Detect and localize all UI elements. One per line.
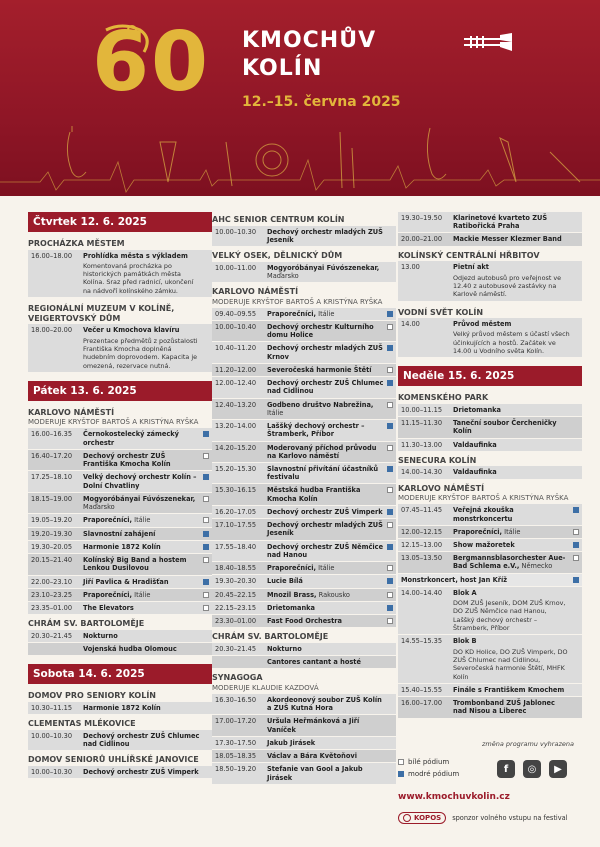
venue-heading: PROCHÁZKA MĚSTEM [28, 239, 125, 248]
program-row [28, 702, 212, 715]
venue-heading: DOMOV PRO SENIORY KOLÍN [28, 691, 156, 701]
program-row [28, 514, 212, 527]
white-stage-marker [203, 592, 209, 598]
program-time: 14.55–15.35 [401, 637, 443, 646]
blue-stage-marker [203, 579, 209, 585]
day-heading-sunday: Neděle 15. 6. 2025 [398, 366, 582, 386]
program-row [28, 541, 212, 554]
program-title: Praporečníci, [267, 564, 317, 573]
day-heading-thursday: Čtvrtek 12. 6. 2025 [28, 212, 212, 232]
program-row [212, 262, 396, 283]
program-row [28, 493, 212, 514]
program-time: 18.40–18.55 [215, 564, 257, 573]
program-title: Praporečníci, [267, 309, 317, 318]
program-title: Taneční soubor Čercheničky Kolín [453, 419, 557, 436]
program-title: Trombonband ZUŠ Jablonec nad Nisou a Liberec [453, 699, 555, 716]
program-title: Slavnostní přivítání účastníků festivalu [267, 465, 379, 482]
program-title: Praporečníci, [83, 516, 133, 525]
program-row [212, 541, 396, 562]
blue-stage-marker [387, 578, 393, 584]
venue-heading: CHRÁM SV. BARTOLOMĚJE [212, 632, 329, 642]
program-row [28, 250, 212, 299]
program-country: Itálie [132, 516, 151, 525]
program-title: Dechový orchestr mladých ZUŠ Jeseník [267, 521, 383, 538]
trumpets-logo-icon [464, 33, 512, 51]
program-row [398, 212, 582, 233]
program-title: Večer u Kmochova klavíru [83, 326, 180, 335]
program-title: Jiří Pavlica & Hradišťan [83, 577, 169, 586]
program-time: 19.30–19.50 [401, 214, 443, 222]
legend-blue-label: modré pódium [408, 770, 460, 778]
program-title: Dechový orchestr mladých ZUŠ Jeseník [267, 227, 383, 244]
program-title: Stefanie van Gool a Jakub Jirásek [267, 765, 363, 782]
program-row [28, 324, 212, 373]
program-time: 23.10–23.25 [31, 590, 73, 599]
program-time: 20.30–21.45 [31, 631, 73, 640]
program-time: 14.00–14.30 [401, 468, 443, 477]
program-title: Valdaufinka [453, 468, 497, 477]
program-title: Mackie Messer Klezmer Band [453, 235, 562, 244]
program-title: Mnozil Brass, [267, 590, 317, 599]
program-row [398, 684, 582, 697]
program-title: Klarinetové kvarteto ZUŠ Ratibořická Praha [453, 214, 548, 231]
blue-stage-marker [387, 544, 393, 550]
program-title: Monstrkoncert, host Jan Kříž [401, 575, 508, 584]
program-title: Dechový orchestr Kulturního domu Holice [267, 322, 374, 340]
program-time: 10.00–10.40 [215, 322, 257, 331]
program-row [212, 226, 396, 247]
column-saturday-sunday [398, 212, 582, 719]
venue-heading: KARLOVO NÁMĚSTÍ [28, 407, 115, 417]
program-title: Valdaufinka [453, 440, 497, 449]
white-stage-marker [387, 522, 393, 528]
program-title: Uršula Heřmánková a Jiří Vaníček [267, 717, 360, 734]
program-description: Odjezd autobusů pro veřejnost ve 12.40 z autobusové zastávky na Karlově náměstí. [453, 273, 562, 299]
program-row [28, 766, 212, 779]
friday-program-list [28, 428, 212, 615]
legend-white-label: bílé pódium [408, 758, 450, 766]
program-title: Mogyoróbányai Fúvószenekar, [83, 494, 196, 503]
program-row [28, 428, 212, 449]
day-heading-saturday: Sobota 14. 6. 2025 [28, 664, 212, 684]
program-time: 19.30–20.05 [31, 542, 73, 551]
program-title: Václav a Bára Květoňovi [267, 752, 357, 761]
program-row [212, 694, 396, 715]
white-stage-swatch [398, 759, 404, 765]
moderator-line: MODERUJE KLAUDIE KAZDOVÁ [212, 683, 319, 692]
program-description: Prezentace předmětů z pozůstalosti Františka Kmocha doplněná hudebním doprovodem. Kapacita je omezená, rezervace nutná. [83, 336, 198, 370]
blue-stage-marker [387, 509, 393, 515]
moderator-line: MODERUJE KRYŠTOF BARTOŠ A KRISTÝNA RYŠKA [212, 297, 383, 306]
program-row [212, 442, 396, 463]
venue-heading: AHC SENIOR CENTRUM KOLÍN [212, 215, 345, 224]
sponsor-text: sponzor volného vstupu na festival [452, 814, 568, 822]
program-title: Vojenská hudba Olomouc [83, 645, 177, 654]
program-country: Maďarsko [267, 271, 299, 280]
sunday-program-list [398, 504, 582, 573]
festival-dates: 12.–15. června 2025 [242, 94, 401, 110]
program-row [212, 519, 396, 540]
header-banner [0, 0, 600, 196]
program-row [212, 364, 396, 377]
program-row [28, 450, 212, 471]
program-row [212, 750, 396, 763]
program-row [398, 417, 582, 438]
blue-stage-marker [387, 605, 393, 611]
anniversary-number: 60 [92, 15, 211, 110]
program-title: Blok B [453, 637, 477, 646]
program-time: 09.40–09.55 [215, 309, 257, 318]
kopos-logo: KOPOS [398, 812, 446, 824]
program-row [398, 587, 582, 636]
program-row [398, 539, 582, 552]
program-time: 13.20–14.00 [215, 422, 257, 431]
white-stage-marker [387, 367, 393, 373]
program-time: 15.20–15.30 [215, 465, 257, 473]
program-row [212, 420, 396, 441]
festival-title-line2: KOLÍN [242, 56, 323, 81]
moderator-line: MODERUJE KRYŠTOF BARTOŠ A KRISTÝNA RYŠKA [398, 494, 569, 503]
program-time [28, 643, 80, 655]
white-stage-marker [203, 605, 209, 611]
program-time: 23.35–01.00 [31, 603, 73, 612]
program-title: Drietomanka [453, 405, 501, 414]
program-time: 10.00–11.00 [215, 263, 257, 272]
white-stage-marker [387, 445, 393, 451]
moderator-line: MODERUJE KRYŠTOF BARTOŠ A KRISTÝNA RYŠKA [28, 418, 199, 427]
blue-stage-swatch [398, 771, 404, 777]
program-time: 10.40–11.20 [215, 344, 257, 353]
program-title: Průvod městem [453, 320, 512, 329]
venue-heading: CHRÁM SV. BARTOLOMĚJE [28, 619, 145, 629]
program-row [212, 463, 396, 484]
program-title: Kolínský Big Band a hostem Lenkou Dusilovou [83, 556, 187, 573]
program-time: 10.00–11.15 [401, 405, 443, 414]
program-title: Veřejná zkouška monstrkoncertu [453, 506, 514, 523]
white-stage-marker [387, 402, 393, 408]
program-row [398, 233, 582, 246]
program-title: Harmonie 1872 Kolín [83, 542, 161, 551]
white-stage-marker [387, 565, 393, 571]
program-title: Dechový orchestr ZUŠ Chlumec nad Cidlinou [267, 379, 384, 396]
program-title: Praporečníci, [453, 527, 503, 536]
program-row [28, 630, 212, 643]
program-country: Itálie [502, 527, 521, 536]
program-time: 17.00–17.20 [215, 717, 257, 726]
program-title: The Elevators [83, 603, 134, 612]
program-row [398, 466, 582, 479]
program-time [212, 656, 264, 668]
program-title: Moderovaný příchod průvodu na Karlovo náměstí [267, 443, 377, 460]
social-icons [497, 760, 567, 778]
program-title: Praporečníci, [83, 590, 133, 599]
program-row [398, 261, 582, 301]
program-title: Bergmannsblasorchester Aue-Bad Schlema e.V., [453, 554, 566, 571]
program-time: 14.20–15.20 [215, 443, 257, 452]
program-time: 23.30–01.00 [215, 617, 257, 626]
program-title: Finále s Františkem Kmochem [453, 686, 565, 695]
program-row [398, 574, 582, 587]
program-row [212, 643, 396, 656]
program-row [398, 526, 582, 539]
program-title: Dechový orchestr ZUŠ Němčice nad Hanou [267, 542, 384, 559]
program-row [212, 575, 396, 588]
program-row [398, 552, 582, 573]
program-row [212, 602, 396, 615]
program-time: 18.15–19.00 [31, 494, 73, 503]
program-time: 20.30–21.45 [215, 644, 257, 653]
program-title: Severočeská harmonie Štětí [267, 365, 372, 374]
venue-heading: SENECURA KOLÍN [398, 455, 477, 465]
stage-legend [398, 758, 459, 782]
blue-stage-marker [573, 577, 579, 583]
program-row [212, 342, 396, 363]
saturday-program-list [212, 308, 396, 629]
program-row [212, 321, 396, 342]
blue-stage-marker [573, 507, 579, 513]
program-row [398, 318, 582, 358]
program-row [212, 562, 396, 575]
program-description: Komentovaná procházka po historických památkách města Kolína. Sraz před radnicí, ukončení na nádvoří kolínského zámku. [83, 261, 194, 295]
program-time: 11.20–12.00 [215, 365, 257, 374]
program-country: Itálie [132, 590, 151, 599]
program-title: Pietní akt [453, 263, 489, 272]
blue-stage-marker [573, 542, 579, 548]
white-stage-marker [387, 618, 393, 624]
program-time: 16.00–17.00 [401, 699, 443, 708]
program-time: 14.00 [401, 320, 420, 329]
program-title: Dechový orchestr ZUŠ Chlumec nad Cidlinou [83, 731, 200, 748]
program-time: 12.00–12.40 [215, 379, 257, 388]
program-time: 11.30–13.00 [401, 440, 443, 449]
program-time: 15.40–15.55 [401, 686, 443, 695]
program-time: 15.30–16.15 [215, 486, 257, 495]
program-title: Blok A [453, 588, 477, 597]
program-time: 12.00–12.15 [401, 527, 443, 536]
program-description: Velký průvod městem s účastí všech účinkujících a hostů. Začátek ve 14.00 u Vodního světa Kolín. [453, 330, 570, 355]
program-row [398, 697, 582, 718]
facebook-icon[interactable]: f [497, 760, 515, 778]
venue-heading: CLEMENTAS MLÉKOVICE [28, 719, 136, 729]
program-country: Maďarsko [83, 503, 115, 512]
program-row [398, 504, 582, 525]
venue-heading: VELKÝ OSEK, DĚLNICKÝ DŮM [212, 251, 343, 261]
program-title: Harmonie 1872 Kolín [83, 703, 161, 712]
program-time: 13.05–13.50 [401, 554, 443, 563]
venue-heading: KOMENSKÉHO PARK [398, 393, 489, 403]
day-heading-friday: Pátek 13. 6. 2025 [28, 381, 212, 401]
program-title: Dechový orchestr ZUŠ Vimperk [267, 507, 383, 516]
program-time: 17.30–17.50 [215, 738, 257, 747]
program-row [398, 439, 582, 452]
blue-stage-marker [387, 311, 393, 317]
program-time: 10.30–11.15 [31, 703, 73, 712]
program-row [28, 643, 212, 656]
program-title: Cantores cantant a hosté [267, 658, 361, 667]
blue-stage-marker [387, 466, 393, 472]
program-title: Prohlídka města s výkladem [83, 251, 188, 260]
program-title: Drietomanka [267, 603, 315, 612]
program-time: 18.50–19.20 [215, 765, 257, 774]
program-row [212, 399, 396, 420]
program-time: 10.00–10.30 [215, 227, 257, 236]
program-row [212, 763, 396, 784]
white-stage-marker [203, 496, 209, 502]
blue-stage-marker [203, 431, 209, 437]
venue-heading: DOMOV SENIORŮ UHLÍŘSKÉ JANOVICE [28, 755, 199, 765]
program-time: 11.15–11.30 [401, 419, 443, 428]
program-row [28, 602, 212, 615]
festival-title-line1: KMOCHŮV [242, 28, 377, 53]
program-time: 07.45–11.45 [401, 506, 443, 515]
program-title: Slavnostní zahájení [83, 529, 156, 538]
program-row [28, 589, 212, 602]
website-link[interactable]: www.kmochuvkolin.cz [398, 792, 510, 802]
program-title: Dechový orchestr ZUŠ Františka Kmocha Kolín [83, 451, 171, 469]
white-stage-marker [203, 557, 209, 563]
blue-stage-marker [203, 474, 209, 480]
program-time: 16.20–17.05 [215, 507, 257, 516]
program-time: 20.45–22.15 [215, 590, 257, 599]
park-program-list [398, 404, 582, 452]
program-time: 22.00–23.10 [31, 577, 73, 586]
white-stage-marker [203, 453, 209, 459]
program-title: Laššký dechový orchestr – Štramberk, Příbor [267, 422, 365, 439]
program-time: 22.15–23.15 [215, 603, 257, 612]
program-country: Rakousko [316, 590, 350, 599]
white-stage-marker [387, 487, 393, 493]
program-time: 17.55–18.40 [215, 542, 257, 551]
program-time: 17.10–17.55 [215, 521, 257, 530]
program-row [212, 377, 396, 398]
program-title: Nokturno [83, 631, 118, 640]
blue-stage-marker [387, 380, 393, 386]
program-description: DO KD Holice, DO ZUŠ Vimperk, DO ZUŠ Chlumec nad Cidlinou, Severočeská harmonie Štětí, MHFK Kolín [453, 647, 568, 681]
program-country: Itálie [316, 564, 335, 573]
white-stage-marker [387, 592, 393, 598]
white-stage-marker [573, 529, 579, 535]
program-row [212, 715, 396, 736]
program-country: Itálie [267, 408, 284, 417]
column-saturday [212, 212, 396, 785]
program-row [212, 656, 396, 669]
program-time: 20.00–21.00 [401, 235, 443, 244]
venue-heading: SYNAGOGA [212, 673, 263, 683]
program-time: 16.00–18.00 [31, 251, 73, 260]
blue-stage-marker [203, 531, 209, 537]
program-title: Dechový orchestr ZUŠ Vimperk [83, 767, 199, 776]
program-title: Fast Food Orchestra [267, 617, 342, 626]
program-title: Černokostelecký zámecký orchestr [83, 430, 179, 447]
program-description: DOM ZUŠ Jeseník, DOM ZUŠ Krnov, DO ZUŠ Němčice nad Hanou, Laššký dechový orchestr – Štramberk, Příbor [453, 599, 566, 633]
program-row [398, 635, 582, 684]
program-time: 18.00–20.00 [31, 326, 73, 335]
blue-stage-marker [387, 345, 393, 351]
column-thursday-friday-saturday [28, 212, 212, 779]
youtube-icon[interactable]: ▶ [549, 760, 567, 778]
program-title: Mogyoróbányai Fúvószenekar, [267, 263, 380, 272]
program-time: 12.40–13.20 [215, 400, 257, 409]
program-time: 10.00–10.30 [31, 767, 73, 776]
program-country: Německo [519, 562, 553, 571]
white-stage-marker [573, 555, 579, 561]
program-time: 16.30–16.50 [215, 695, 257, 704]
program-row [212, 615, 396, 628]
instagram-icon[interactable]: ◎ [523, 760, 541, 778]
program-time: 16.40–17.20 [31, 451, 73, 460]
venue-heading: VODNÍ SVĚT KOLÍN [398, 307, 484, 317]
program-title: Nokturno [267, 644, 302, 653]
program-time: 19.05–19.20 [31, 516, 73, 525]
program-title: Lucie Bílá [267, 577, 303, 586]
blue-stage-marker [203, 544, 209, 550]
program-row [398, 404, 582, 417]
program-title: Velký dechový orchestr Kolín – Dolní Chvatliny [83, 473, 197, 490]
program-row [212, 308, 396, 321]
program-title: Godbeno društvo Nabrežina, [267, 400, 374, 409]
program-row [212, 506, 396, 519]
instruments-decoration [0, 112, 600, 196]
program-time: 16.00–16.35 [31, 430, 73, 439]
program-time: 14.00–14.40 [401, 588, 443, 597]
synagogue-program-list [212, 694, 396, 785]
venue-heading: REGIONÁLNÍ MUZEUM V KOLÍNĚ, VEIGERTOVSKÝ DŮM [28, 304, 175, 323]
program-row [28, 528, 212, 541]
white-stage-marker [203, 517, 209, 523]
program-time: 19.20–19.30 [31, 529, 73, 538]
venue-heading: KARLOVO NÁMĚSTÍ [398, 483, 485, 493]
program-time: 12.15–13.00 [401, 540, 443, 549]
program-title: Akordeonový soubor ZUŠ Kolín a ZUŠ Kutná Hora [267, 695, 382, 713]
program-time: 19.30–20.30 [215, 577, 257, 586]
program-country: Itálie [316, 309, 335, 318]
program-time: 13.00 [401, 263, 420, 272]
program-row [28, 730, 212, 751]
program-row [28, 554, 212, 575]
program-title: Dechový orchestr mladých ZUŠ Krnov [267, 344, 383, 361]
final-program-list [398, 684, 582, 719]
program-time: 17.25–18.10 [31, 473, 73, 482]
program-change-note: změna programu vyhrazena [482, 740, 574, 748]
venue-heading: KARLOVO NÁMĚSTÍ [212, 287, 299, 297]
white-stage-marker [387, 324, 393, 330]
synagogue-continued-list [398, 212, 582, 247]
venue-heading: KOLÍNSKÝ CENTRÁLNÍ HŘBITOV [398, 250, 540, 260]
sponsor-line [398, 812, 568, 824]
program-time: 18.05–18.35 [215, 752, 257, 761]
program-row [212, 484, 396, 505]
program-title: Městská hudba Františka Kmocha Kolín [267, 486, 361, 503]
program-title: Jakub Jirásek [267, 738, 316, 747]
program-row [28, 576, 212, 589]
program-title: Show mažoretek [453, 540, 515, 549]
program-time: 10.00–10.30 [31, 731, 73, 740]
program-time: 20.15–21.40 [31, 556, 73, 565]
program-row [28, 471, 212, 492]
program-row [212, 737, 396, 750]
blue-stage-marker [387, 423, 393, 429]
program-row [212, 589, 396, 602]
